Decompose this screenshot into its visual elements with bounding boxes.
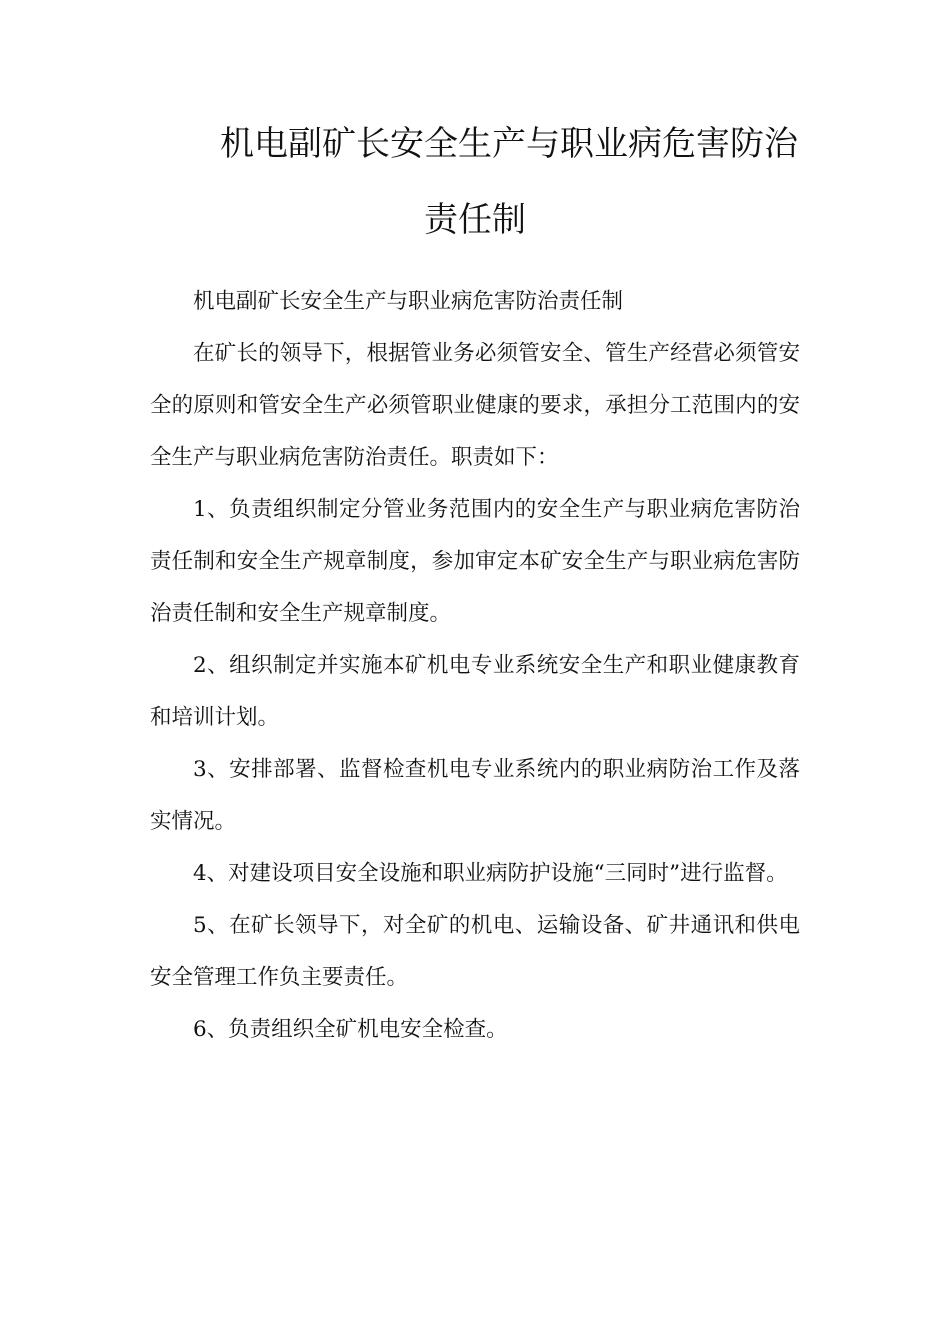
duty-item-6: 6、负责组织全矿机电安全检查。: [193, 1017, 508, 1042]
duty-item-5: 5、在矿长领导下，对全矿的机电、运输设备、矿井通讯和供电安全管理工作负主要责任。: [150, 913, 800, 990]
duty-item-1: 1、负责组织制定分管业务范围内的安全生产与职业病危害防治责任制和安全生产规章制度，参加审定本矿安全生产与职业病危害防治责任制和安全生产规章制度。: [150, 497, 800, 626]
document-title-line-1: 机电副矿长安全生产与职业病危害防治: [220, 124, 798, 164]
intro-paragraph: 在矿长的领导下，根据管业务必须管安全、管生产经营必须管安全的原则和管安全生产必须管职业健康的要求，承担分工范围内的安全生产与职业病危害防治责任。职责如下：: [150, 341, 800, 470]
document-title-line-2: 责任制: [424, 200, 526, 240]
duty-item-2: 2、组织制定并实施本矿机电专业系统安全生产和职业健康教育和培训计划。: [150, 653, 800, 730]
duty-item-3: 3、安排部署、监督检查机电专业系统内的职业病防治工作及落实情况。: [150, 757, 800, 834]
document-subtitle: 机电副矿长安全生产与职业病危害防治责任制: [193, 289, 624, 314]
document-body: [150, 276, 800, 1056]
duty-item-4: 4、对建设项目安全设施和职业病防护设施“三同时”进行监督。: [193, 861, 788, 886]
